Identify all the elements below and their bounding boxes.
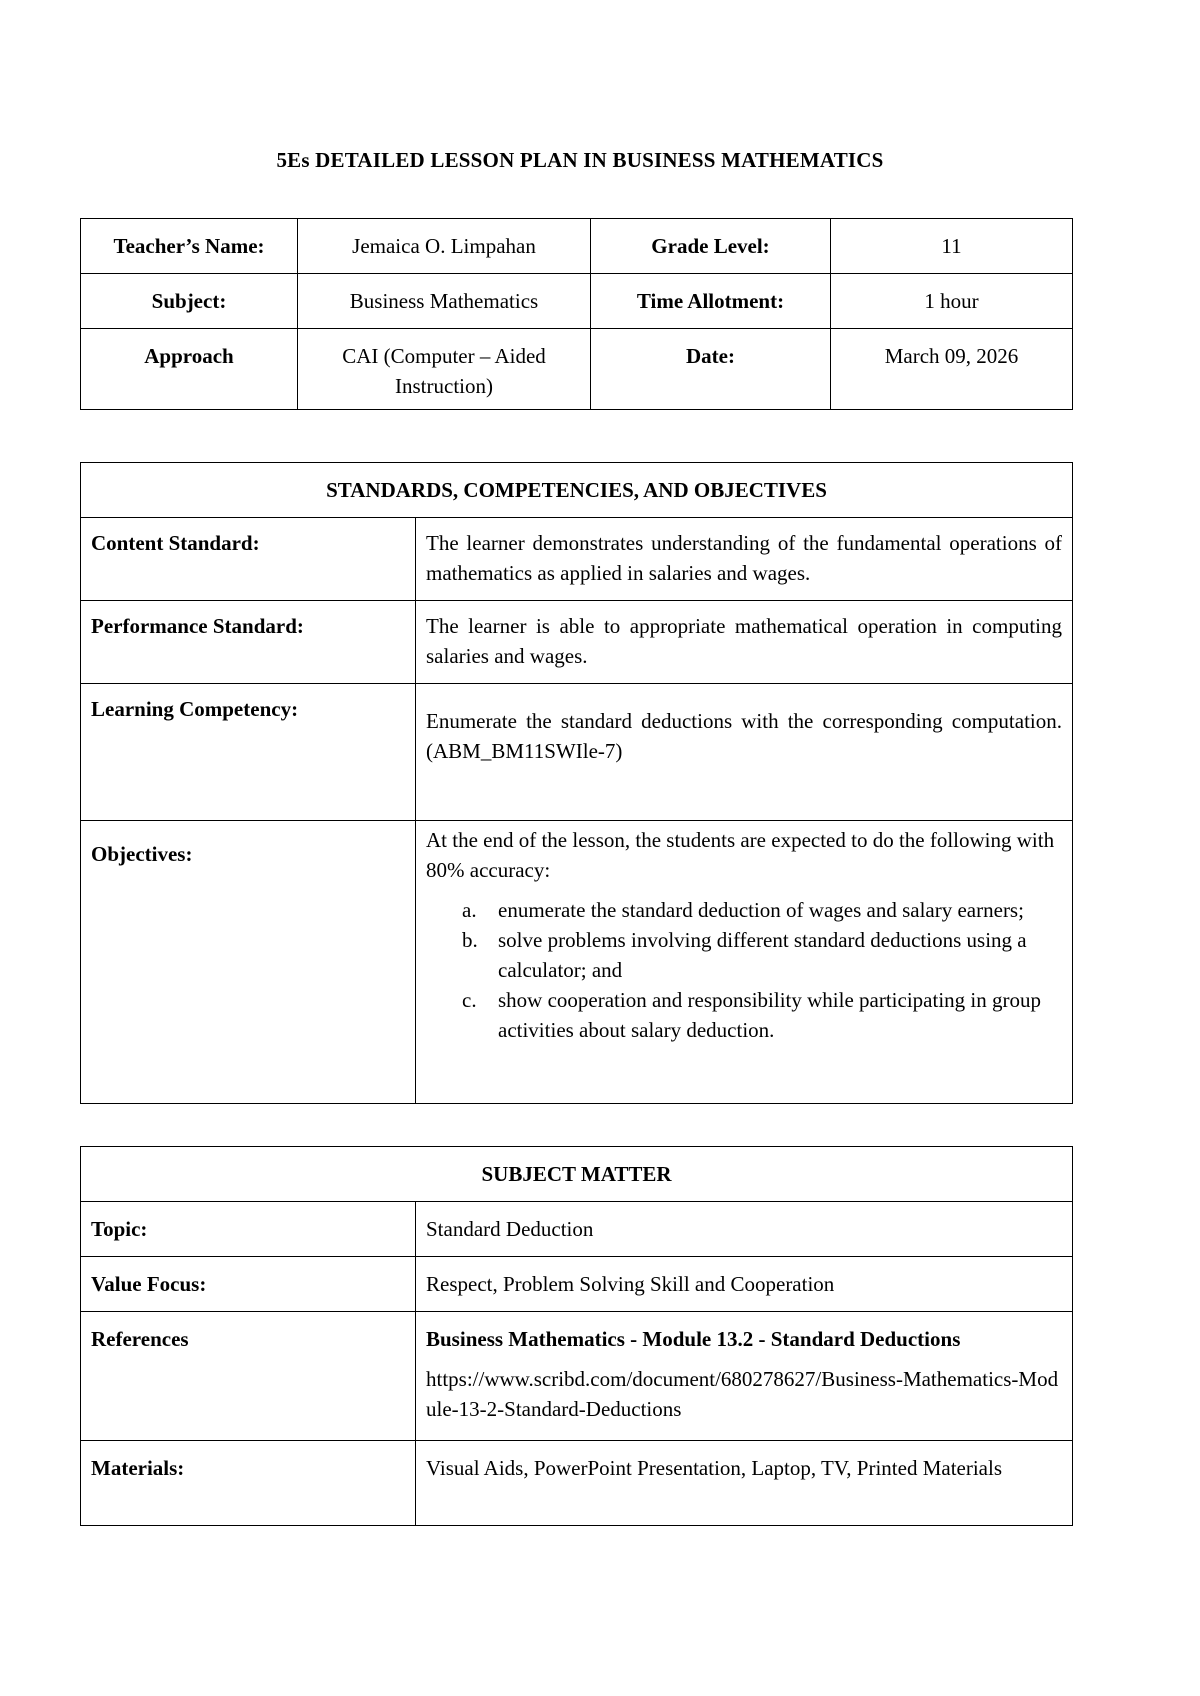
learning-competency-label: Learning Competency:	[81, 684, 416, 821]
list-item	[426, 985, 1062, 1045]
time-allotment-label: Time Allotment:	[591, 274, 831, 329]
objectives-label: Objectives:	[81, 821, 416, 1104]
subject-matter-heading-row	[81, 1147, 1073, 1202]
list-marker: c.	[462, 988, 477, 1012]
references-cell	[416, 1312, 1073, 1441]
learning-competency-row	[81, 684, 1073, 821]
subject-matter-table	[80, 1146, 1073, 1526]
content-standard-value: The learner demonstrates understanding of the fundamental operations of mathematics as applied in salaries and wages.	[416, 518, 1073, 601]
list-item	[426, 895, 1062, 925]
topic-row	[81, 1202, 1073, 1257]
lesson-info-table	[80, 218, 1073, 410]
objectives-cell	[416, 821, 1073, 1104]
grade-level-value: 11	[831, 219, 1073, 274]
grade-level-label: Grade Level:	[591, 219, 831, 274]
approach-value: CAI (Computer – Aided Instruction)	[298, 329, 591, 410]
value-focus-label: Value Focus:	[81, 1257, 416, 1312]
materials-value: Visual Aids, PowerPoint Presentation, Laptop, TV, Printed Materials	[416, 1441, 1073, 1526]
date-label: Date:	[591, 329, 831, 410]
performance-standard-label: Performance Standard:	[81, 601, 416, 684]
materials-row	[81, 1441, 1073, 1526]
reference-title: Business Mathematics - Module 13.2 - Standard Deductions	[426, 1327, 961, 1351]
standards-heading-row	[81, 463, 1073, 518]
subject-matter-heading: SUBJECT MATTER	[81, 1147, 1073, 1202]
list-marker: a.	[462, 898, 477, 922]
info-row-approach	[81, 329, 1073, 410]
objectives-row	[81, 821, 1073, 1104]
standards-table	[80, 462, 1073, 1104]
objective-text: solve problems involving different standard deductions using a calculator; and	[498, 928, 1027, 982]
references-label: References	[81, 1312, 416, 1441]
content-standard-row	[81, 518, 1073, 601]
time-allotment-value: 1 hour	[831, 274, 1073, 329]
standards-heading: STANDARDS, COMPETENCIES, AND OBJECTIVES	[81, 463, 1073, 518]
objectives-list	[426, 895, 1062, 1045]
reference-url[interactable]: https://www.scribd.com/document/680278627/Business-Mathematics-Module-13-2-Standard-Deductions	[426, 1367, 1059, 1421]
subject-value: Business Mathematics	[298, 274, 591, 329]
topic-label: Topic:	[81, 1202, 416, 1257]
learning-competency-value: Enumerate the standard deductions with the corresponding computation. (ABM_BM11SWIle-7)	[416, 684, 1073, 821]
objectives-intro: At the end of the lesson, the students are expected to do the following with 80% accuracy:	[426, 828, 1055, 882]
list-item	[426, 925, 1062, 985]
teacher-name-value: Jemaica O. Limpahan	[298, 219, 591, 274]
date-value: March 09, 2026	[831, 329, 1073, 410]
value-focus-row	[81, 1257, 1073, 1312]
topic-value: Standard Deduction	[416, 1202, 1073, 1257]
page-title: 5Es DETAILED LESSON PLAN IN BUSINESS MATHEMATICS	[276, 148, 884, 172]
content-standard-label: Content Standard:	[81, 518, 416, 601]
subject-label: Subject:	[81, 274, 298, 329]
performance-standard-row	[81, 601, 1073, 684]
materials-label: Materials:	[81, 1441, 416, 1526]
info-row-subject	[81, 274, 1073, 329]
performance-standard-value: The learner is able to appropriate mathematical operation in computing salaries and wages.	[416, 601, 1073, 684]
teacher-name-label: Teacher’s Name:	[81, 219, 298, 274]
approach-label: Approach	[81, 329, 298, 410]
objective-text: show cooperation and responsibility while participating in group activities about salary deduction.	[498, 988, 1041, 1042]
objective-text: enumerate the standard deduction of wages and salary earners;	[498, 898, 1024, 922]
info-row-teacher	[81, 219, 1073, 274]
value-focus-value: Respect, Problem Solving Skill and Cooperation	[416, 1257, 1073, 1312]
list-marker: b.	[462, 928, 478, 952]
references-row	[81, 1312, 1073, 1441]
